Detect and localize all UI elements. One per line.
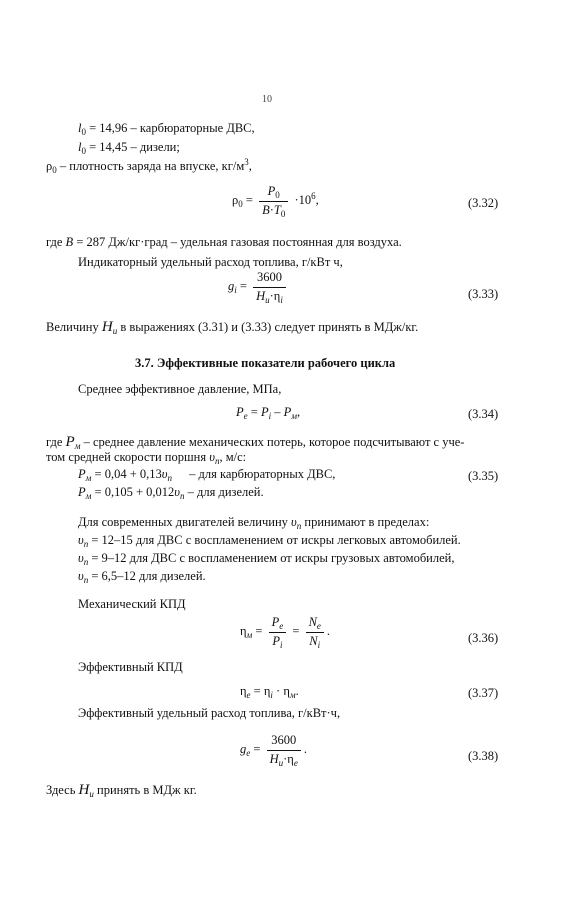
units-text: , м/с:	[219, 450, 247, 464]
fraction	[267, 733, 301, 767]
symbol-g: g	[228, 279, 235, 293]
symbol-v: υ	[291, 515, 297, 529]
subscript-m: м	[246, 630, 253, 640]
equation-3-36	[240, 615, 330, 649]
subscript-u: u	[112, 326, 118, 336]
subscript-i: i	[317, 639, 321, 650]
multiply-dot: ·	[283, 751, 288, 766]
subscript-m: м	[289, 690, 296, 700]
symbol-p: P	[272, 633, 280, 648]
period: .	[326, 624, 331, 638]
equals-sign: =	[245, 193, 253, 207]
symbol-v: υ	[161, 467, 168, 481]
subscript-zero: 0	[52, 165, 57, 175]
symbol-n: N	[308, 615, 317, 629]
hu-line	[46, 318, 418, 337]
fraction-n	[306, 615, 324, 649]
section-title: 3.7. Эффективные показатели рабочего цикла	[135, 356, 396, 370]
rho-symbol: ρ	[232, 193, 239, 207]
equation-number: (3.32)	[468, 196, 499, 210]
subscript-i: i	[270, 690, 273, 700]
subscript-n: n	[83, 557, 89, 567]
hu-text-a: Величину	[46, 320, 99, 334]
subscript-e: e	[279, 621, 284, 631]
symbol-p: P	[236, 405, 244, 419]
fraction-p	[269, 615, 287, 649]
symbol-h: H	[269, 751, 279, 766]
exponent: 6	[311, 191, 316, 201]
symbol-l: l	[78, 121, 82, 135]
equals-sign: =	[253, 684, 261, 698]
symbol-g: g	[240, 742, 247, 756]
equation-number: (3.35)	[468, 469, 499, 483]
l0-carb-text: = 14,96 – карбюраторные ДВС,	[89, 121, 255, 135]
equation-3-38	[240, 733, 307, 767]
piston-speed-line	[46, 450, 246, 466]
denominator	[269, 633, 287, 650]
pm-carb-line	[78, 467, 335, 483]
symbol-p: P	[78, 467, 86, 481]
subscript-m: м	[74, 441, 81, 451]
where-b-text: = 287 Дж/кг·град – удельная газовая постоянная для воздуха.	[76, 235, 402, 249]
multiply-dot: ·	[276, 684, 281, 698]
equation-number: (3.34)	[468, 407, 499, 421]
where-b-line	[46, 235, 402, 251]
fraction	[253, 270, 286, 304]
symbol-h: H	[78, 782, 90, 798]
pm-diesel-line	[78, 485, 264, 501]
numerator	[306, 615, 324, 633]
subscript-e: e	[293, 757, 298, 768]
pm-diesel-text: – для дизелей.	[187, 485, 264, 499]
symbol-p: P	[267, 184, 276, 198]
denominator	[259, 202, 288, 219]
period: .	[303, 742, 307, 756]
symbol-eta: η	[263, 684, 271, 698]
symbol-v: υ	[174, 485, 180, 499]
mep-line: Среднее эффективное давление, МПа,	[78, 382, 282, 396]
symbol-eta: η	[273, 288, 281, 303]
modern-engines-line	[78, 515, 429, 531]
denominator	[253, 288, 286, 305]
where-pm-text: – среднее давление механических потерь, которое подсчитывают с уче-	[83, 435, 465, 449]
equals-sign: =	[292, 624, 300, 638]
subscript-n: n	[180, 491, 185, 501]
denominator	[306, 633, 324, 650]
symbol-p: P	[78, 485, 86, 499]
mech-eff-label: Механический КПД	[78, 597, 186, 611]
multiply-dot: ·	[269, 288, 274, 303]
pm-diesel-formula: = 0,105 + 0,012	[94, 485, 175, 499]
equals-sign: =	[253, 742, 261, 756]
equals-sign: =	[250, 405, 258, 419]
pm-carb-text: – для карбюраторных ДВС,	[189, 467, 336, 481]
symbol-eta: η	[240, 684, 247, 698]
symbol-h: H	[101, 319, 113, 335]
numerator	[269, 615, 287, 633]
subscript-m: м	[85, 473, 92, 483]
subscript-i: i	[280, 294, 283, 305]
comma: ,	[315, 193, 319, 207]
eff-spec-line: Эффективный удельный расход топлива, г/кВт·ч,	[78, 706, 341, 720]
equation-number: (3.37)	[468, 686, 499, 700]
symbol-h: H	[256, 288, 266, 303]
subscript-n: n	[296, 521, 302, 531]
ten-factor: ·10	[294, 193, 312, 207]
symbol-p: P	[271, 615, 280, 629]
subscript-m: м	[85, 491, 92, 501]
equals-sign: =	[239, 279, 247, 293]
range-line-3	[78, 569, 206, 585]
symbol-v: υ	[78, 569, 84, 583]
piston-speed-text: том средней скорости поршня	[46, 450, 207, 464]
symbol-rho: ρ	[46, 159, 53, 173]
here-text-b: принять в МДж кг.	[97, 783, 197, 797]
subscript-e: e	[243, 411, 248, 421]
symbol-n: N	[309, 633, 318, 648]
subscript-n: n	[167, 473, 172, 483]
range-text-3: = 6,5–12 для дизелей.	[91, 569, 206, 583]
symbol-p: P	[65, 434, 75, 450]
subscript-i: i	[268, 411, 272, 421]
subscript-u: u	[278, 757, 284, 768]
denominator	[267, 751, 301, 768]
symbol-p: P	[283, 405, 292, 419]
equation-3-33	[228, 270, 289, 304]
rho-definition	[46, 159, 252, 175]
equation-number: (3.38)	[468, 749, 499, 763]
subscript-zero: 0	[280, 208, 286, 219]
subscript-zero: 0	[275, 190, 280, 200]
symbol-eta: η	[240, 624, 247, 638]
symbol-v: υ	[209, 450, 215, 464]
l0-diesel-line	[78, 140, 180, 156]
equation-3-37	[240, 684, 299, 700]
range-line-1	[78, 533, 461, 549]
subscript-i: i	[234, 285, 237, 295]
modern-text-b: принимают в пределах:	[304, 515, 430, 529]
symbol-t: T	[273, 202, 281, 217]
equals-sign: =	[255, 624, 263, 638]
where-pm-line	[46, 433, 464, 452]
indicated-consumption-line: Индикаторный удельный расход топлива, г/кВт ч,	[78, 255, 343, 269]
l0-carb-line	[78, 121, 255, 137]
symbol-eta: η	[287, 751, 294, 766]
numerator	[259, 184, 288, 202]
fraction	[259, 184, 288, 218]
subscript-zero: 0	[238, 199, 243, 209]
subscript-u: u	[265, 294, 270, 305]
symbol-v: υ	[78, 533, 84, 547]
symbol-eta: η	[283, 684, 290, 698]
subscript-i: i	[279, 639, 283, 650]
modern-text-a: Для современных двигателей величину	[78, 515, 288, 529]
subscript-zero: 0	[81, 127, 86, 137]
subscript-n: n	[83, 575, 89, 585]
equation-3-34	[236, 405, 300, 421]
here-text-a: Здесь	[46, 783, 76, 797]
range-text-1: = 12–15 для ДВС с воспламенением от искры легковых автомобилей.	[91, 533, 461, 547]
rho-definition-text: – плотность заряда на впуске, кг/м	[59, 159, 245, 173]
where-word: где	[46, 235, 63, 249]
subscript-u: u	[89, 789, 94, 799]
range-line-2	[78, 551, 454, 567]
subscript-m: м	[291, 411, 297, 421]
subscript-n: n	[83, 539, 89, 549]
where-word: где	[46, 435, 63, 449]
minus-sign: –	[274, 405, 281, 419]
symbol-v: υ	[78, 551, 84, 565]
symbol-b: B	[262, 202, 270, 217]
subscript-e: e	[246, 748, 251, 758]
rho-definition-end: ,	[248, 159, 252, 173]
range-text-2: = 9–12 для ДВС с воспламенением от искры грузовых автомобилей,	[91, 551, 455, 565]
symbol-l: l	[78, 140, 82, 154]
eff-eff-label: Эффективный КПД	[78, 660, 183, 674]
symbol-b: B	[65, 235, 74, 249]
comma: ,	[297, 405, 301, 419]
page-number: 10	[262, 94, 272, 105]
subscript-e: e	[246, 690, 251, 700]
symbol-p: P	[260, 405, 269, 419]
l0-diesel-text: = 14,45 – дизели;	[89, 140, 180, 154]
multiply-dot: ·	[269, 202, 274, 217]
numerator: 3600	[253, 270, 286, 288]
subscript-e: e	[316, 621, 321, 631]
subscript-n: n	[214, 456, 220, 466]
here-line	[46, 781, 197, 800]
equation-number: (3.36)	[468, 631, 499, 645]
numerator: 3600	[267, 733, 301, 751]
pm-carb-formula: = 0,04 + 0,13	[94, 467, 162, 481]
superscript-three: 3	[244, 157, 249, 167]
equation-number: (3.33)	[468, 287, 499, 301]
subscript-zero: 0	[81, 146, 86, 156]
period: .	[295, 684, 299, 698]
hu-text-b: в выражениях (3.31) и (3.33) следует принять в МДж/кг.	[120, 320, 419, 334]
equation-3-32	[232, 184, 319, 218]
